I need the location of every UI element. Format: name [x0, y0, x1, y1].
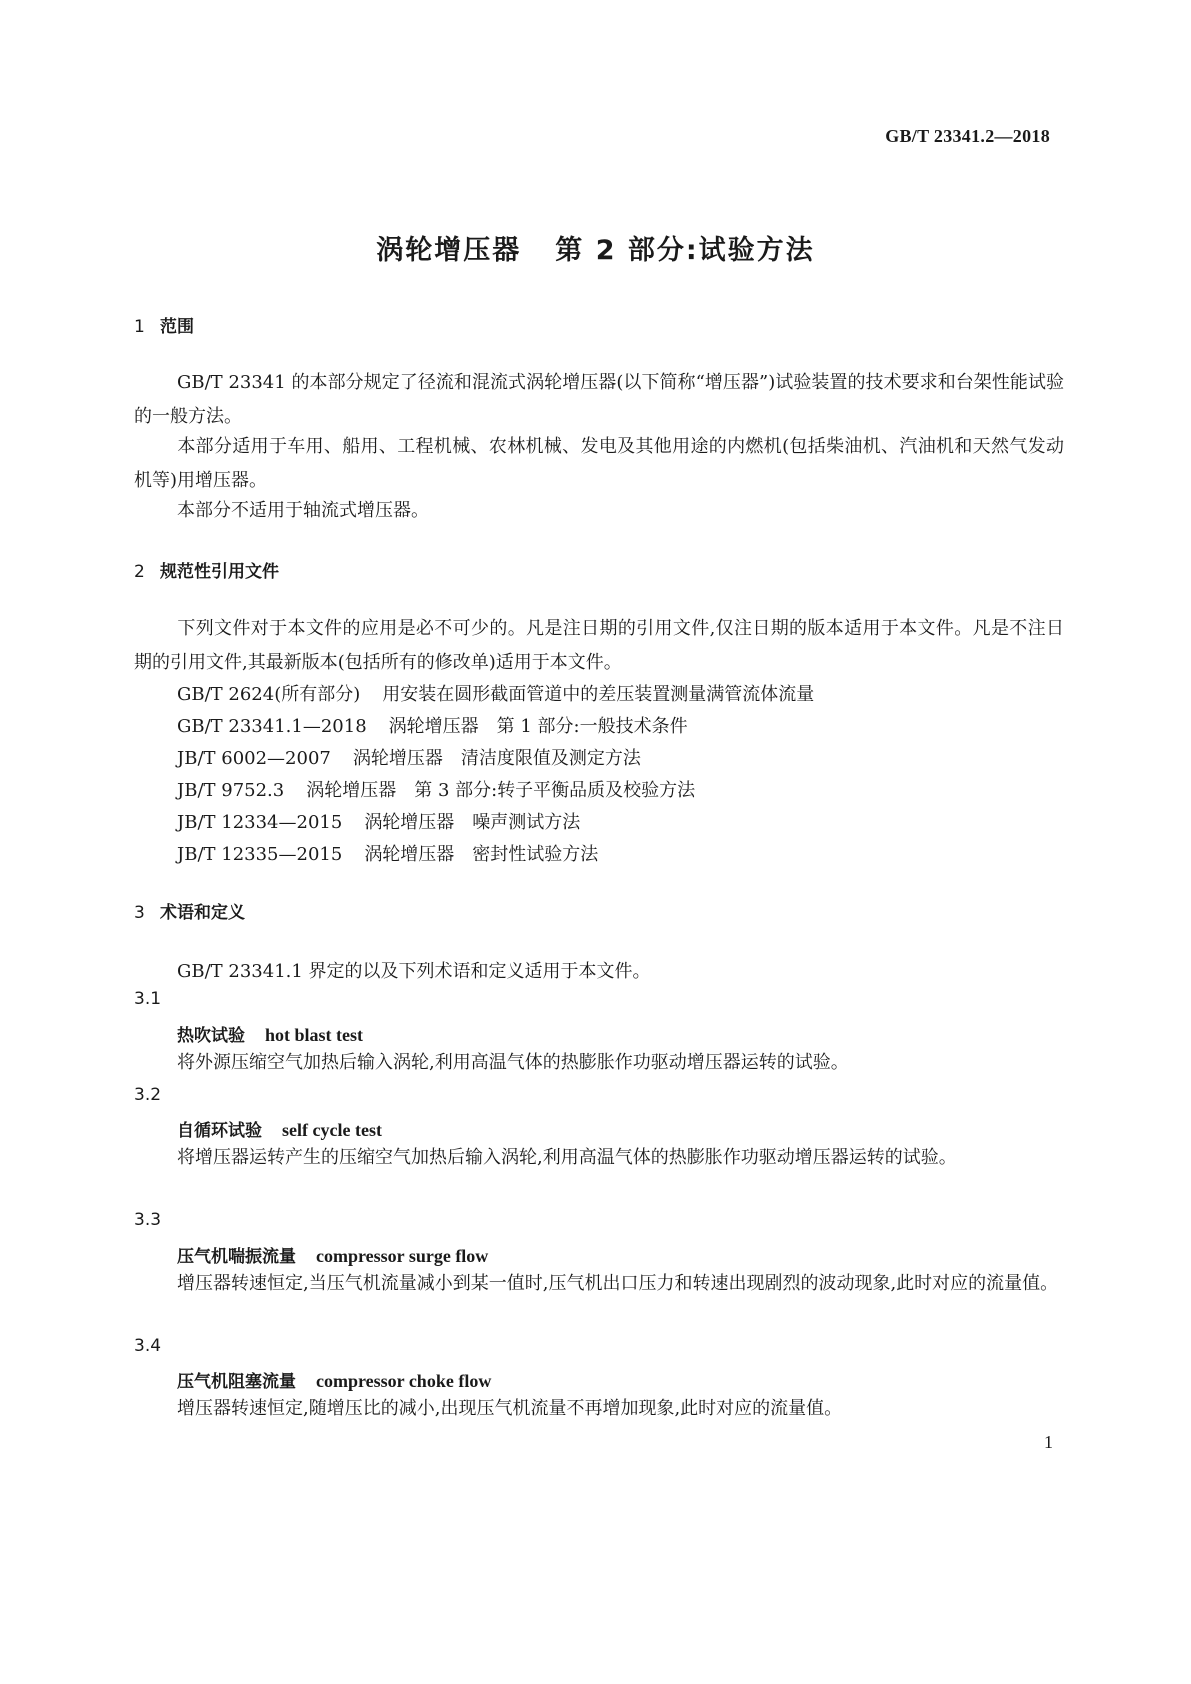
section-number: 2 [134, 562, 145, 582]
section-title: 规范性引用文件 [160, 562, 279, 582]
title-main: 涡轮增压器 [376, 235, 522, 266]
term-heading: 压气机阻塞流量 compressor choke flow [177, 1371, 492, 1392]
scope-paragraph-3: 本部分不适用于轴流式增压器。 [177, 500, 429, 521]
reference-item: JB/T 12334—2015 涡轮增压器 噪声测试方法 [177, 812, 581, 833]
scope-paragraph-2: 本部分适用于车用、船用、工程机械、农林机械、发电及其他用途的内燃机(包括柴油机、汽油机和天然气发动机等)用增压器。 [134, 436, 1064, 491]
section-title: 术语和定义 [160, 903, 245, 923]
page-number: 1 [1044, 1432, 1053, 1452]
section-1-heading [134, 312, 194, 337]
scope-paragraph-1: GB/T 23341 的本部分规定了径流和混流式涡轮增压器(以下简称“增压器”)试验装置的技术要求和台架性能试验的一般方法。 [134, 372, 1064, 427]
term-heading: 自循环试验 self cycle test [177, 1120, 382, 1141]
reference-item: JB/T 12335—2015 涡轮增压器 密封性试验方法 [177, 844, 599, 865]
reference-item: GB/T 2624(所有部分) 用安装在圆形截面管道中的差压装置测量满管流体流量 [177, 684, 815, 705]
references-intro: 下列文件对于本文件的应用是必不可少的。凡是注日期的引用文件,仅注日期的版本适用于本文件。凡是不注日期的引用文件,其最新版本(包括所有的修改单)适用于本文件。 [134, 618, 1064, 673]
section-2-heading [134, 557, 279, 582]
reference-item: JB/T 6002—2007 涡轮增压器 清洁度限值及测定方法 [177, 748, 641, 769]
term-clause-number: 3.4 [134, 1336, 162, 1356]
term-clause-number: 3.2 [134, 1085, 162, 1105]
section-title: 范围 [160, 317, 194, 337]
section-number: 1 [134, 317, 145, 337]
term-clause-number: 3.3 [134, 1210, 162, 1230]
document-title [0, 228, 1191, 267]
section-number: 3 [134, 903, 145, 923]
term-heading: 热吹试验 hot blast test [177, 1025, 363, 1046]
reference-item: JB/T 9752.3 涡轮增压器 第 3 部分:转子平衡品质及校验方法 [177, 780, 696, 801]
term-definition: 将外源压缩空气加热后输入涡轮,利用高温气体的热膨胀作功驱动增压器运转的试验。 [177, 1052, 849, 1073]
section-3-heading [134, 898, 245, 923]
standard-code: GB/T 23341.2—2018 [885, 126, 1050, 146]
reference-item: GB/T 23341.1—2018 涡轮增压器 第 1 部分:一般技术条件 [177, 716, 688, 737]
term-clause-number: 3.1 [134, 989, 162, 1009]
term-heading: 压气机喘振流量 compressor surge flow [177, 1246, 489, 1267]
title-part: 第 2 部分:试验方法 [555, 235, 815, 266]
term-definition: 增压器转速恒定,当压气机流量减小到某一值时,压气机出口压力和转速出现剧烈的波动现象,此时对应的流量值。 [177, 1273, 1059, 1294]
term-definition: 将增压器运转产生的压缩空气加热后输入涡轮,利用高温气体的热膨胀作功驱动增压器运转的试验。 [177, 1147, 957, 1168]
term-definition: 增压器转速恒定,随增压比的减小,出现压气机流量不再增加现象,此时对应的流量值。 [177, 1398, 843, 1419]
terms-intro: GB/T 23341.1 界定的以及下列术语和定义适用于本文件。 [177, 961, 651, 982]
